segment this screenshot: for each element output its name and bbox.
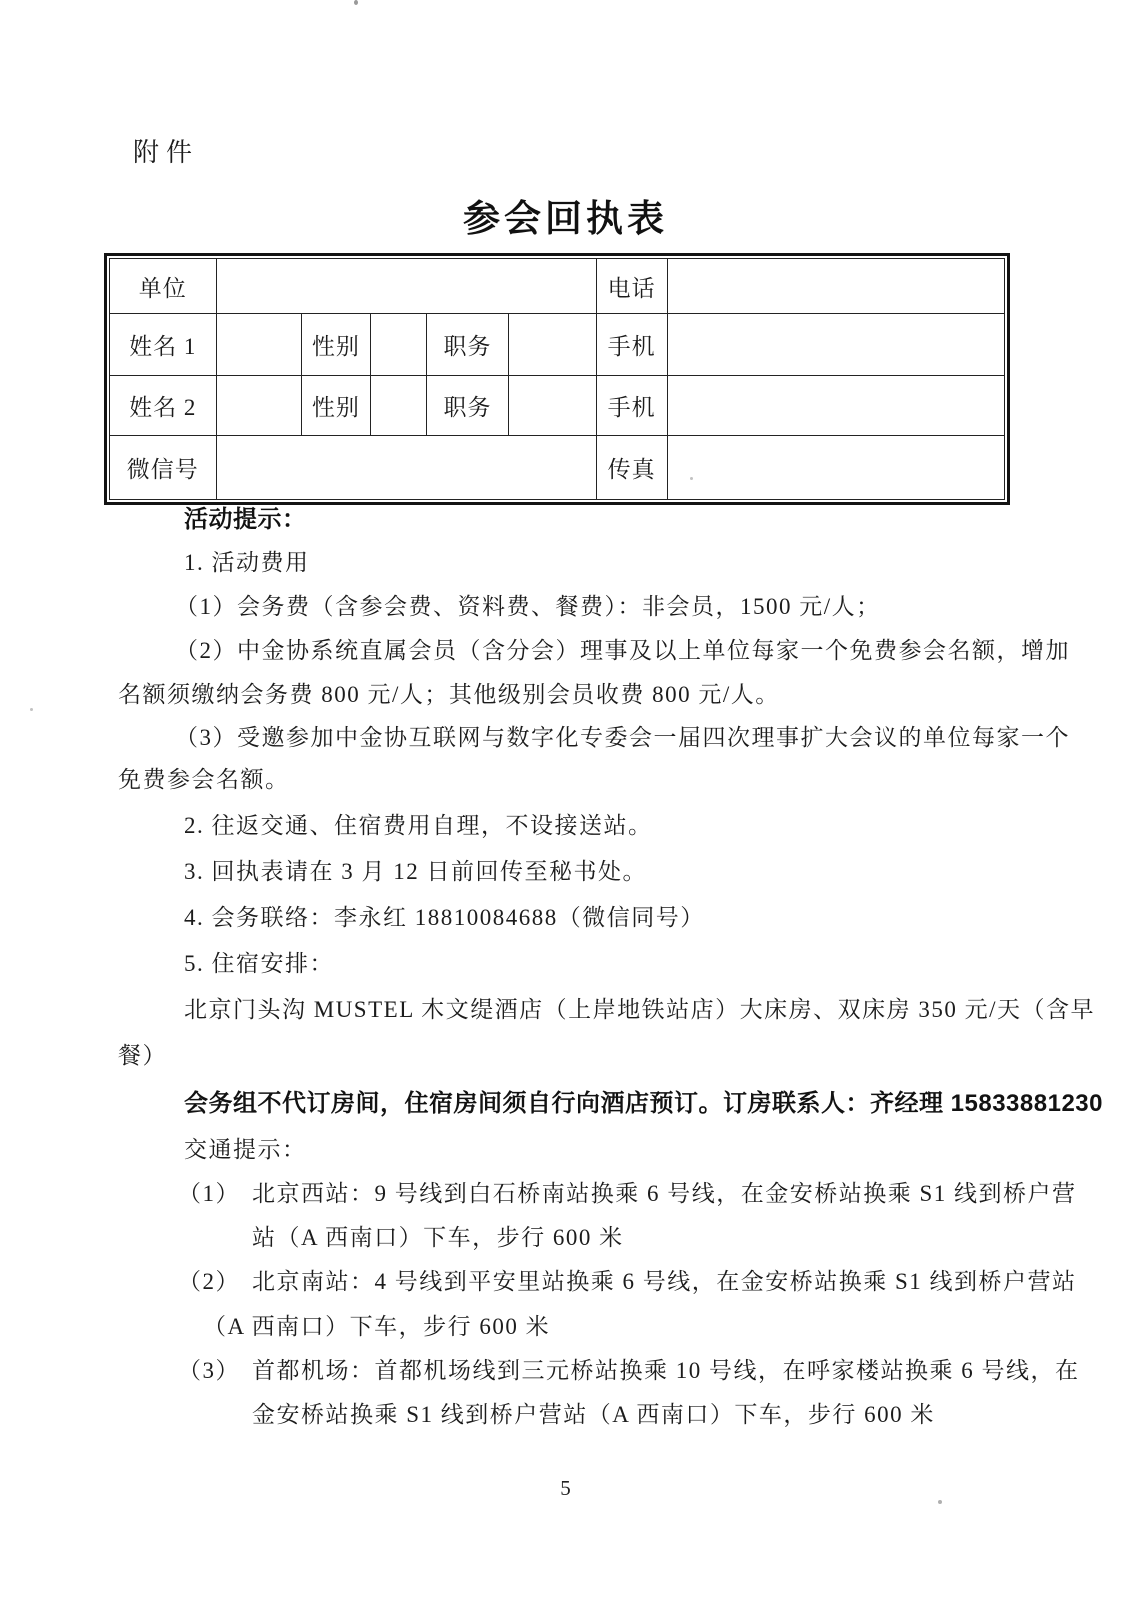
position1-label: 职务 <box>426 314 508 376</box>
text-line: 5. 住宿安排： <box>184 951 334 976</box>
text-line: 免费参会名额。 <box>118 767 290 792</box>
name1-label: 姓名 1 <box>110 314 217 376</box>
text-line: （3） 首都机场：首都机场线到三元桥站换乘 10 号线，在呼家楼站换乘 6 号线，在 <box>178 1358 1080 1383</box>
text-line: （A 西南口）下车，步行 600 米 <box>203 1314 551 1339</box>
text-line: 金安桥站换乘 S1 线到桥户营站（A 西南口）下车，步行 600 米 <box>252 1402 935 1427</box>
position2-label: 职务 <box>426 376 508 435</box>
text-line: 活动提示： <box>184 506 307 533</box>
attachment-label: 附件 <box>133 138 200 167</box>
scan-speckle <box>30 708 33 711</box>
text-line: （3）受邀参加中金协互联网与数字化专委会一届四次理事扩大会议的单位每家一个 <box>175 725 1070 750</box>
phone-label: 电话 <box>596 259 667 314</box>
text-line: 名额须缴纳会务费 800 元/人；其他级别会员收费 800 元/人。 <box>118 682 780 707</box>
mobile2-label: 手机 <box>596 376 667 435</box>
gender1-label: 性别 <box>301 314 371 376</box>
mobile1-label: 手机 <box>596 314 667 376</box>
text-line: 餐） <box>118 1043 167 1068</box>
scan-speckle <box>354 0 358 5</box>
text-line: 会务组不代订房间，住宿房间须自行向酒店预订。订房联系人：齐经理 15833881230 <box>184 1090 1103 1117</box>
wechat-label: 微信号 <box>110 435 217 499</box>
page-number: 5 <box>560 1476 571 1500</box>
text-line: 站（A 西南口）下车，步行 600 米 <box>252 1225 624 1250</box>
gender2-label: 性别 <box>301 376 371 435</box>
page-title: 参会回执表 <box>463 199 668 240</box>
text-line: （1） 北京西站：9 号线到白石桥南站换乘 6 号线，在金安桥站换乘 S1 线到桥户营 <box>178 1181 1077 1206</box>
scan-speckle <box>938 1500 942 1504</box>
text-line: 4. 会务联络：李永红 18810084688（微信同号） <box>184 905 705 930</box>
text-line: （2）中金协系统直属会员（含分会）理事及以上单位每家一个免费参会名额，增加 <box>175 638 1070 663</box>
text-line: 2. 往返交通、住宿费用自理，不设接送站。 <box>184 813 653 838</box>
text-line: 北京门头沟 MUSTEL 木文缇酒店（上岸地铁站店）大床房、双床房 350 元/天（含早 <box>184 997 1096 1022</box>
unit-label: 单位 <box>110 259 217 314</box>
text-line: （2） 北京南站：4 号线到平安里站换乘 6 号线，在金安桥站换乘 S1 线到桥户营站 <box>178 1269 1077 1294</box>
text-line: 1. 活动费用 <box>184 550 310 575</box>
text-line: 交通提示： <box>184 1137 307 1162</box>
fax-label: 传真 <box>596 435 667 499</box>
text-line: （1）会务费（含参会费、资料费、餐费）：非会员，1500 元/人； <box>175 594 881 619</box>
text-line: 3. 回执表请在 3 月 12 日前回传至秘书处。 <box>184 859 647 884</box>
scan-speckle <box>690 477 693 480</box>
name2-label: 姓名 2 <box>110 376 217 435</box>
